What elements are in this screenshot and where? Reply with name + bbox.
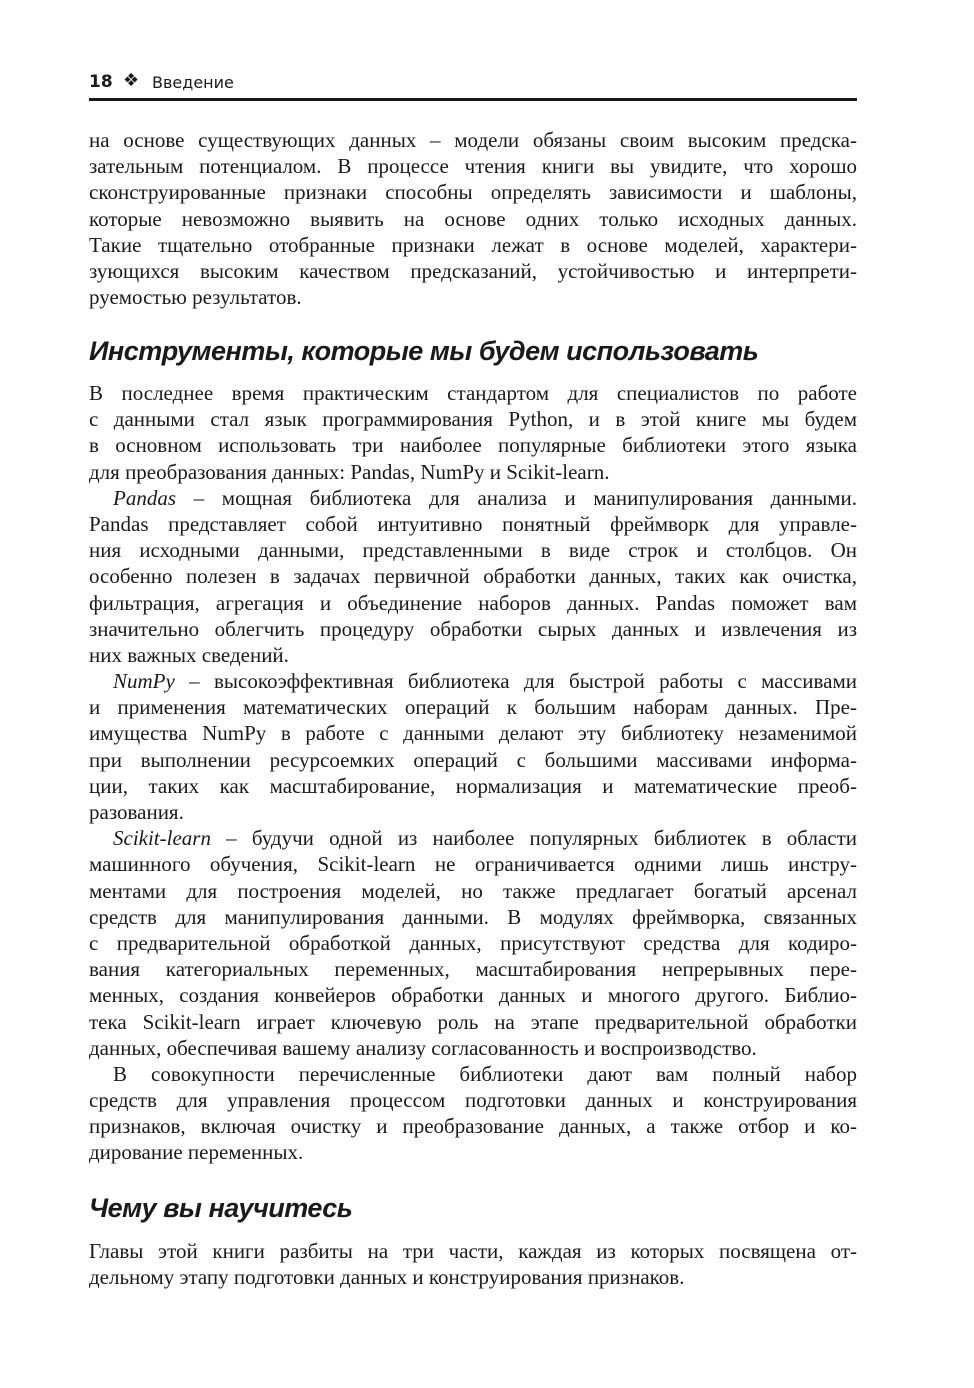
section-heading-learn: Чему вы научитесь: [89, 1193, 353, 1223]
line-text: Pandas представляет собой интуитивно понятный фреймворк для управле-: [89, 511, 857, 536]
line-text: дирование переменных.: [89, 1140, 304, 1165]
text-line: [89, 668, 857, 694]
line-text: – мощная библиотека для анализа и манипулирования данными.: [176, 485, 857, 510]
text-line: [89, 878, 857, 904]
line-text: – будучи одной из наиболее популярных библиотек в области: [210, 826, 857, 851]
text-line: [89, 590, 857, 616]
line-text: для преобразования данных: Pandas, NumPy и Scikit-learn.: [89, 459, 610, 484]
text-line: [89, 773, 857, 799]
text-line: [89, 127, 857, 153]
line-text: данных, обеспечивая вашему анализу согласованность и воспроизводство.: [89, 1035, 757, 1060]
section-heading-tools: Инструменты, которые мы будем использовать: [89, 336, 759, 366]
line-text: при выполнении ресурсоемких операций с большими массивами информа-: [89, 747, 857, 772]
text-line: [89, 1009, 857, 1035]
text-line: [89, 563, 857, 589]
line-text: В последнее время практическим стандартом для специалистов по работе: [89, 381, 857, 405]
text-line: [89, 956, 857, 982]
line-text: с предварительной обработкой данных, присутствуют средства для кодиро-: [89, 930, 857, 955]
line-text: ментами для построения моделей, но также предлагает богатый арсенал: [89, 878, 857, 903]
text-line: [89, 206, 857, 232]
line-text: машинного обучения, Scikit-learn не ограничивается одними лишь инстру-: [89, 852, 857, 877]
line-text: дельному этапу подготовки данных и конструирования признаков.: [89, 1265, 685, 1290]
text-line: [89, 1061, 857, 1087]
paragraph: [89, 380, 857, 485]
line-text: менных, создания конвейеров обработки данных и многого другого. Библио-: [89, 983, 857, 1008]
line-text: разования.: [89, 800, 184, 824]
library-name: Scikit-learn: [113, 826, 211, 851]
text-line: [89, 694, 857, 720]
line-text: которые невозможно выявить на основе одних только исходных данных.: [89, 206, 857, 231]
text-line: [89, 179, 857, 205]
line-text: ния исходными данными, представленными в виде строк и столбцов. Он: [89, 538, 857, 563]
library-name: Pandas: [113, 485, 176, 510]
text-line: [89, 930, 857, 956]
text-line: [89, 720, 857, 746]
line-text: признаков, включая очистку и преобразование данных, а также отбор и ко-: [89, 1114, 857, 1139]
text-line: [89, 459, 857, 485]
learn-section-body: [89, 1238, 857, 1290]
line-text: зательным потенциалом. В процессе чтения книги вы увидите, что хорошо: [89, 154, 857, 179]
text-line: [89, 1113, 857, 1139]
line-text: руемостью результатов.: [89, 285, 302, 310]
text-line: [89, 825, 857, 851]
line-text: – высокоэффективная библиотека для быстрой работы с массивами: [174, 669, 857, 694]
page-number: 18: [89, 72, 113, 92]
text-line: [89, 284, 857, 310]
text-line: [89, 799, 857, 825]
text-line: [89, 982, 857, 1008]
line-text: значительно облегчить процедуру обработки сырых данных и извлечения из: [89, 616, 857, 641]
line-text: ции, таких как масштабирование, нормализация и математические преоб-: [89, 773, 857, 798]
line-text: них важных сведений.: [89, 642, 289, 667]
line-text: средств для управления процессом подготовки данных и конструирования: [89, 1088, 857, 1113]
text-line: [89, 851, 857, 877]
line-text: В совокупности перечисленные библиотеки дают вам полный набор: [113, 1061, 857, 1086]
running-header: [89, 70, 857, 98]
text-line: [89, 1238, 857, 1264]
text-line: [89, 1087, 857, 1113]
text-line: [89, 511, 857, 537]
paragraph: [89, 825, 857, 1061]
line-text: вания категориальных переменных, масштабирования непрерывных пере-: [89, 957, 857, 982]
intro-continuation: [89, 127, 857, 310]
line-text: Главы этой книги разбиты на три части, каждая из которых посвящена от-: [89, 1239, 857, 1263]
text-line: [89, 616, 857, 642]
paragraph: [89, 1238, 857, 1290]
paragraph: [89, 127, 857, 310]
line-text: тека Scikit-learn играет ключевую роль на этапе предварительной обработки: [89, 1009, 857, 1034]
paragraph: [89, 668, 857, 825]
header-rule: [89, 98, 857, 101]
text-line: [89, 904, 857, 930]
line-text: с данными стал язык программирования Python, и в этой книге мы будем: [89, 407, 857, 432]
text-line: [89, 1035, 857, 1061]
chapter-title: Введение: [152, 73, 234, 92]
library-name: NumPy: [113, 669, 175, 694]
paragraph: [89, 1061, 857, 1166]
line-text: средств для манипулирования данными. В модулях фреймворка, связанных: [89, 904, 857, 929]
tools-section-body: [89, 380, 857, 1166]
line-text: на основе существующих данных – модели обязаны своим высоким предска-: [89, 128, 857, 152]
line-text: Такие тщательно отобранные признаки лежат в основе моделей, характери-: [89, 232, 857, 257]
line-text: особенно полезен в задачах первичной обработки данных, таких как очистка,: [89, 564, 857, 589]
text-line: [89, 485, 857, 511]
ornament-icon: ❖: [123, 70, 140, 91]
line-text: имущества NumPy в работе с данными делают эту библиотеку незаменимой: [89, 721, 857, 746]
line-text: в основном использовать три наиболее популярные библиотеки этого языка: [89, 433, 857, 458]
line-text: сконструированные признаки способны определять зависимости и шаблоны,: [89, 180, 857, 205]
text-line: [89, 642, 857, 668]
paragraph: [89, 485, 857, 668]
line-text: зующихся высоким качеством предсказаний, устойчивостью и интерпрети-: [89, 258, 857, 283]
text-line: [89, 232, 857, 258]
text-line: [89, 258, 857, 284]
text-line: [89, 153, 857, 179]
text-line: [89, 537, 857, 563]
line-text: фильтрация, агрегация и объединение наборов данных. Pandas поможет вам: [89, 590, 857, 615]
text-line: [89, 1139, 857, 1165]
line-text: и применения математических операций к большим наборам данных. Пре-: [89, 695, 857, 720]
text-line: [89, 1264, 857, 1290]
text-line: [89, 406, 857, 432]
text-line: [89, 380, 857, 406]
text-line: [89, 432, 857, 458]
text-line: [89, 747, 857, 773]
